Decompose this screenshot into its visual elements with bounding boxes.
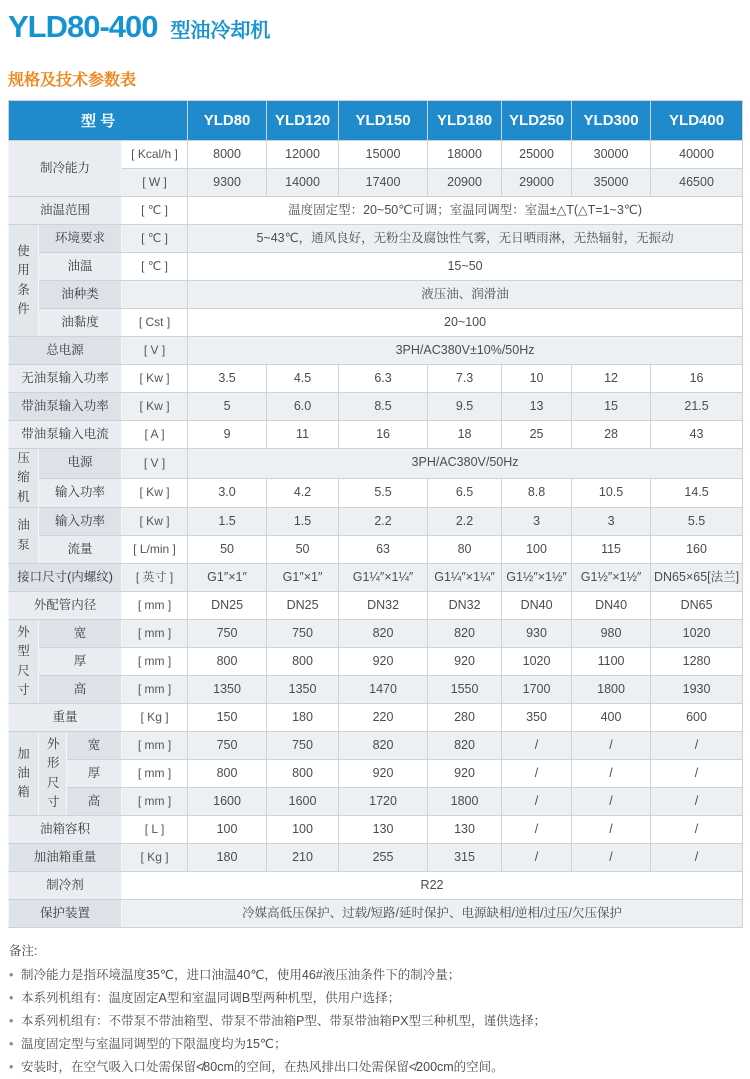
value-cell: DN25 [188,592,267,620]
value-cell: G1¼″×1¼″ [428,564,502,592]
unit-cell: [ mm ] [122,648,188,676]
value-cell: 2.2 [339,508,428,536]
value-cell: 1020 [502,648,572,676]
value-cell: 8.8 [502,478,572,508]
row-label-cell: 油温 [39,253,122,281]
value-cell: 210 [267,844,339,872]
group-label-cell: 外型尺寸 [9,620,39,704]
note-item: • 本系列机组有：温度固定A型和室温同调B型两种机型，供用户选择； [9,987,742,1010]
value-cell: G1½″×1½″ [502,564,572,592]
value-cell: 12000 [267,141,339,169]
value-cell: 9 [188,421,267,449]
unit-cell: [ mm ] [122,620,188,648]
value-cell: 13 [502,393,572,421]
value-cell: 40000 [651,141,743,169]
table-row [9,816,743,844]
value-cell: 820 [339,620,428,648]
row-label-cell: 厚 [39,648,122,676]
unit-cell: [ mm ] [122,760,188,788]
row-label-cell: 宽 [67,732,122,760]
unit-cell: [ 英寸 ] [122,564,188,592]
unit-cell: [ Kg ] [122,844,188,872]
spec-table-body [9,141,743,928]
value-cell: 25000 [502,141,572,169]
row-label-cell: 外配管内径 [9,592,122,620]
value-cell: 14.5 [651,478,743,508]
value-cell: 20900 [428,169,502,197]
value-cell: 7.3 [428,365,502,393]
unit-cell: [ Kw ] [122,478,188,508]
table-row [9,704,743,732]
row-label-cell: 加油箱重量 [9,844,122,872]
row-label-cell: 制冷剂 [9,872,122,900]
value-cell: 50 [267,536,339,564]
value-cell: 9300 [188,169,267,197]
table-row [9,648,743,676]
table-row [9,900,743,928]
value-cell: G1″×1″ [188,564,267,592]
value-cell: 160 [651,536,743,564]
value-cell: 3 [572,508,651,536]
row-label-cell: 无油泵输入功率 [9,365,122,393]
value-cell: / [651,844,743,872]
merged-value-cell: 3PH/AC380V±10%/50Hz [188,337,743,365]
value-cell: 10.5 [572,478,651,508]
value-cell: 820 [428,620,502,648]
value-cell: 750 [188,732,267,760]
value-cell: 63 [339,536,428,564]
page-title [8,8,742,49]
row-label-cell: 油种类 [39,281,122,309]
group-label-cell: 加油箱 [9,732,39,816]
row-label-cell: 电源 [39,449,122,479]
note-item: • 制冷能力是指环境温度35℃，进口油温40℃，使用46#液压油条件下的制冷量； [9,964,742,987]
merged-value-cell: R22 [122,872,743,900]
value-cell: G1½″×1½″ [572,564,651,592]
table-row [9,564,743,592]
value-cell: 180 [188,844,267,872]
value-cell: 130 [339,816,428,844]
unit-cell: [ Kw ] [122,508,188,536]
value-cell: 750 [267,620,339,648]
table-row [9,253,743,281]
value-cell: 1.5 [188,508,267,536]
table-row [9,309,743,337]
value-cell: 10 [502,365,572,393]
value-cell: DN40 [572,592,651,620]
row-label-cell: 油黏度 [39,309,122,337]
row-label-cell: 油温范围 [9,197,122,225]
notes-list [9,964,742,1079]
value-cell: 150 [188,704,267,732]
value-cell: 220 [339,704,428,732]
table-row [9,281,743,309]
value-cell: 14000 [267,169,339,197]
value-cell: 180 [267,704,339,732]
value-cell: 16 [651,365,743,393]
value-cell: 255 [339,844,428,872]
value-cell: 400 [572,704,651,732]
value-cell: 6.3 [339,365,428,393]
table-row [9,225,743,253]
value-cell: 5.5 [651,508,743,536]
table-row [9,197,743,225]
table-row [9,732,743,760]
value-cell: 130 [428,816,502,844]
table-row [9,844,743,872]
unit-cell: [ W ] [122,169,188,197]
note-item: • 温度固定型与室温同调型的下限温度均为15℃； [9,1033,742,1056]
table-row [9,393,743,421]
unit-cell: [ V ] [122,337,188,365]
value-cell: 100 [188,816,267,844]
value-cell: 80 [428,536,502,564]
table-row [9,337,743,365]
value-cell: 1.5 [267,508,339,536]
group-label-cell: 外形尺寸 [39,732,67,816]
row-label-cell: 流量 [39,536,122,564]
row-label-cell: 高 [39,676,122,704]
merged-value-cell: 液压油、润滑油 [188,281,743,309]
value-cell: 18000 [428,141,502,169]
table-row [9,620,743,648]
value-cell: / [572,788,651,816]
value-cell: 50 [188,536,267,564]
value-cell: 800 [188,760,267,788]
table-row [9,508,743,536]
value-cell: 820 [428,732,502,760]
value-cell: 4.2 [267,478,339,508]
value-cell: 18 [428,421,502,449]
value-cell: 1600 [267,788,339,816]
value-cell: 1800 [572,676,651,704]
value-cell: 4.5 [267,365,339,393]
model-column-header: YLD400 [651,101,743,141]
unit-cell: [ ℃ ] [122,253,188,281]
unit-cell: [ Kw ] [122,365,188,393]
value-cell: 3.5 [188,365,267,393]
value-cell: 350 [502,704,572,732]
merged-value-cell: 5~43℃，通风良好，无粉尘及腐蚀性气雾，无日晒雨淋，无热辐射，无振动 [188,225,743,253]
value-cell: 6.0 [267,393,339,421]
value-cell: 920 [339,648,428,676]
value-cell: 3.0 [188,478,267,508]
table-row [9,421,743,449]
row-label-cell: 重量 [9,704,122,732]
row-label-cell: 高 [67,788,122,816]
row-label-cell: 保护装置 [9,900,122,928]
value-cell: / [502,760,572,788]
model-column-header: YLD120 [267,101,339,141]
value-cell: 6.5 [428,478,502,508]
value-cell: 920 [428,648,502,676]
value-cell: 28 [572,421,651,449]
unit-cell: [ V ] [122,449,188,479]
page-title-suffix: 型油冷却机 [170,20,271,42]
value-cell: 1350 [267,676,339,704]
value-cell: 35000 [572,169,651,197]
group-label-cell: 压缩机 [9,449,39,508]
row-label-cell: 厚 [67,760,122,788]
value-cell: 29000 [502,169,572,197]
model-row-header: 型 号 [9,101,188,141]
value-cell: 5 [188,393,267,421]
note-item: • 本系列机组有：不带泵不带油箱型、带泵不带油箱P型、带泵带油箱PX型三种机型，谨供选择； [9,1010,742,1033]
unit-cell: [ A ] [122,421,188,449]
table-row [9,676,743,704]
row-label-cell: 环境要求 [39,225,122,253]
value-cell: 315 [428,844,502,872]
table-row [9,872,743,900]
value-cell: 9.5 [428,393,502,421]
unit-cell: [ mm ] [122,788,188,816]
value-cell: 280 [428,704,502,732]
value-cell: 17400 [339,169,428,197]
notes-section [8,941,742,1079]
value-cell: 800 [267,648,339,676]
unit-cell: [ Kw ] [122,393,188,421]
value-cell: 600 [651,704,743,732]
header-row [9,101,743,141]
merged-value-cell: 15~50 [188,253,743,281]
value-cell: 920 [339,760,428,788]
row-label-cell: 油箱容积 [9,816,122,844]
value-cell: 1020 [651,620,743,648]
merged-value-cell: 冷媒高低压保护、过载/短路/延时保护、电源缺相/逆相/过压/欠压保护 [122,900,743,928]
unit-cell: [ ℃ ] [122,197,188,225]
value-cell: 1720 [339,788,428,816]
merged-value-cell: 温度固定型：20~50℃可调；室温同调型：室温±△T(△T=1~3℃) [188,197,743,225]
value-cell: 800 [267,760,339,788]
value-cell: 21.5 [651,393,743,421]
unit-cell: [ ℃ ] [122,225,188,253]
value-cell: 1100 [572,648,651,676]
model-column-header: YLD250 [502,101,572,141]
value-cell: 115 [572,536,651,564]
value-cell: 30000 [572,141,651,169]
value-cell: DN25 [267,592,339,620]
value-cell: DN65 [651,592,743,620]
value-cell: / [572,732,651,760]
value-cell: 15000 [339,141,428,169]
table-row [9,536,743,564]
value-cell: 1550 [428,676,502,704]
value-cell: 800 [188,648,267,676]
unit-cell [122,281,188,309]
value-cell: 1600 [188,788,267,816]
table-row [9,449,743,479]
row-label-cell: 制冷能力 [9,141,122,197]
page-title-model: YLD80-400 [8,9,158,44]
value-cell: 11 [267,421,339,449]
table-row [9,788,743,816]
spec-table [8,100,743,928]
value-cell: 1350 [188,676,267,704]
value-cell: 1470 [339,676,428,704]
value-cell: / [572,760,651,788]
value-cell: 8000 [188,141,267,169]
value-cell: DN32 [428,592,502,620]
value-cell: 100 [267,816,339,844]
value-cell: / [502,788,572,816]
model-column-header: YLD80 [188,101,267,141]
value-cell: 5.5 [339,478,428,508]
unit-cell: [ L ] [122,816,188,844]
row-label-cell: 带油泵输入功率 [9,393,122,421]
value-cell: / [502,844,572,872]
note-item: • 安装时，在空气吸入口处需保留≮80cm的空间，在热风排出口处需保留≮200cm的空间。 [9,1056,742,1079]
value-cell: / [651,816,743,844]
value-cell: 820 [339,732,428,760]
value-cell: / [502,816,572,844]
value-cell: 1930 [651,676,743,704]
value-cell: 1700 [502,676,572,704]
group-label-cell: 油泵 [9,508,39,564]
section-subtitle: 规格及技术参数表 [8,72,137,89]
row-label-cell: 接口尺寸(内螺纹) [9,564,122,592]
value-cell: 25 [502,421,572,449]
value-cell: / [502,732,572,760]
merged-value-cell: 3PH/AC380V/50Hz [188,449,743,479]
unit-cell: [ Kg ] [122,704,188,732]
value-cell: / [651,760,743,788]
group-label-cell: 使用条件 [9,225,39,337]
value-cell: 46500 [651,169,743,197]
value-cell: 12 [572,365,651,393]
unit-cell: [ mm ] [122,732,188,760]
table-row [9,365,743,393]
row-label-cell: 输入功率 [39,508,122,536]
value-cell: DN65×65[法兰] [651,564,743,592]
model-column-header: YLD150 [339,101,428,141]
unit-cell: [ mm ] [122,676,188,704]
unit-cell: [ Kcal/h ] [122,141,188,169]
value-cell: / [651,732,743,760]
value-cell: G1″×1″ [267,564,339,592]
value-cell: / [572,844,651,872]
merged-value-cell: 20~100 [188,309,743,337]
value-cell: 750 [188,620,267,648]
row-label-cell: 宽 [39,620,122,648]
value-cell: 930 [502,620,572,648]
value-cell: G1¼″×1¼″ [339,564,428,592]
value-cell: 15 [572,393,651,421]
spec-table-header [9,101,743,141]
value-cell: / [651,788,743,816]
value-cell: 980 [572,620,651,648]
value-cell: DN40 [502,592,572,620]
unit-cell: [ Cst ] [122,309,188,337]
value-cell: 16 [339,421,428,449]
table-row [9,592,743,620]
notes-title: 备注: [9,944,38,959]
value-cell: 100 [502,536,572,564]
value-cell: 1280 [651,648,743,676]
table-row [9,141,743,169]
table-row [9,478,743,508]
value-cell: DN32 [339,592,428,620]
value-cell: 920 [428,760,502,788]
value-cell: / [572,816,651,844]
unit-cell: [ mm ] [122,592,188,620]
value-cell: 43 [651,421,743,449]
value-cell: 1800 [428,788,502,816]
row-label-cell: 总电源 [9,337,122,365]
table-row [9,760,743,788]
model-column-header: YLD180 [428,101,502,141]
value-cell: 2.2 [428,508,502,536]
unit-cell: [ L/min ] [122,536,188,564]
value-cell: 3 [502,508,572,536]
model-column-header: YLD300 [572,101,651,141]
value-cell: 8.5 [339,393,428,421]
row-label-cell: 输入功率 [39,478,122,508]
value-cell: 750 [267,732,339,760]
row-label-cell: 带油泵输入电流 [9,421,122,449]
